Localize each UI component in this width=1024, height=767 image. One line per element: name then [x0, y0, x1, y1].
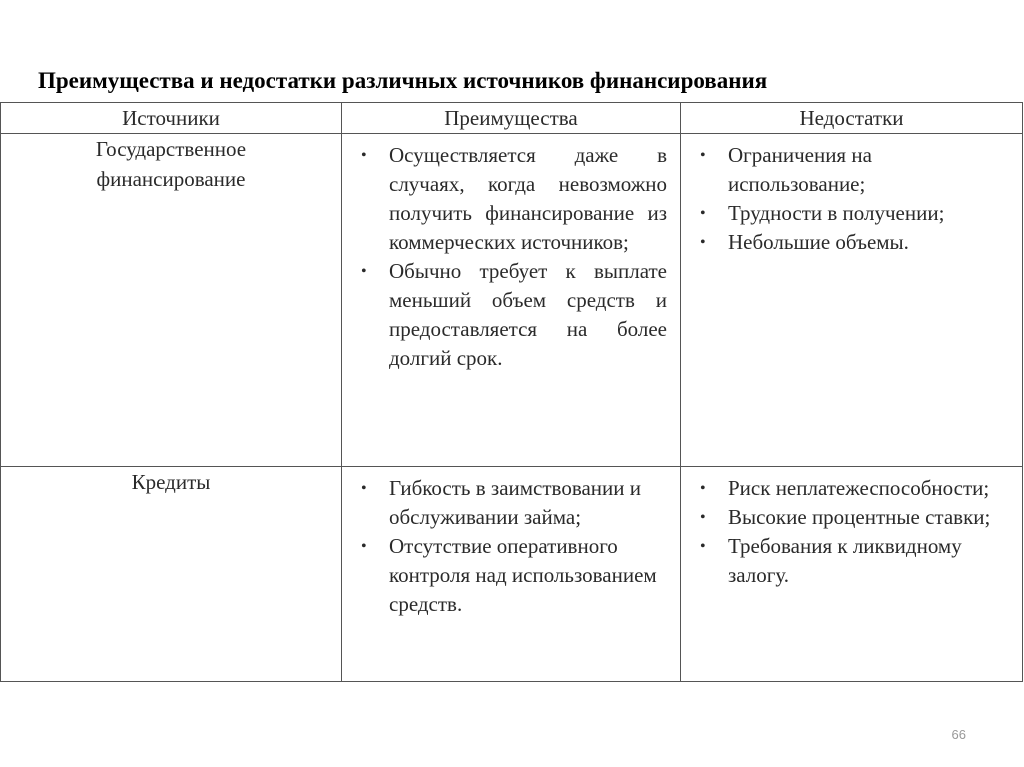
list-item	[698, 199, 1009, 228]
list-item-text: Осуществляется даже в случаях, когда невозможно получить финансирование из коммерческих источников;	[389, 143, 667, 254]
table-row	[1, 467, 1023, 682]
source-cell: Государственное финансирование	[1, 134, 342, 467]
list-item-text: Небольшие объемы.	[728, 230, 909, 254]
list-item	[698, 474, 1009, 503]
disadvantages-list	[682, 468, 1021, 596]
advantages-cell	[342, 134, 681, 467]
list-item-text: Трудности в получении;	[728, 201, 945, 225]
bullet-icon: •	[700, 234, 706, 251]
list-item-text: Риск неплатежеспособности;	[728, 476, 990, 500]
advantages-list	[343, 135, 679, 379]
bullet-icon: •	[700, 147, 706, 164]
header-disadvantages: Недостатки	[681, 103, 1023, 134]
list-item	[698, 228, 1009, 257]
disadvantages-cell	[681, 467, 1023, 682]
header-sources: Источники	[1, 103, 342, 134]
bullet-icon: •	[700, 205, 706, 222]
page-title: Преимущества и недостатки различных источников финансирования	[38, 68, 768, 93]
source-cell: Кредиты	[1, 467, 342, 682]
bullet-icon: •	[361, 480, 367, 497]
table-header-row	[1, 103, 1023, 134]
list-item	[359, 141, 667, 257]
bullet-icon: •	[361, 538, 367, 555]
table-row	[1, 134, 1023, 467]
list-item-text: Обычно требует к выплате меньший объем средств и предоставляется на более долгий срок.	[389, 259, 667, 370]
list-item-text: Гибкость в заимствовании и обслуживании займа;	[389, 476, 641, 529]
advantages-cell	[342, 467, 681, 682]
list-item	[698, 532, 1009, 590]
page-number: 66	[951, 727, 966, 742]
advantages-list	[343, 468, 679, 625]
list-item	[359, 474, 667, 532]
list-item	[698, 503, 1009, 532]
list-item-text: Ограничения на использование;	[728, 143, 872, 196]
bullet-icon: •	[361, 263, 367, 280]
disadvantages-cell	[681, 134, 1023, 467]
sources-table	[0, 102, 1023, 682]
list-item-text: Требования к ликвидному залогу.	[728, 534, 962, 587]
header-advantages: Преимущества	[342, 103, 681, 134]
bullet-icon: •	[361, 147, 367, 164]
bullet-icon: •	[700, 538, 706, 555]
list-item	[698, 141, 1009, 199]
bullet-icon: •	[700, 480, 706, 497]
bullet-icon: •	[700, 509, 706, 526]
list-item-text: Высокие процентные ставки;	[728, 505, 991, 529]
list-item	[359, 257, 667, 373]
disadvantages-list	[682, 135, 1021, 263]
list-item-text: Отсутствие оперативного контроля над использованием средств.	[389, 534, 657, 616]
list-item	[359, 532, 667, 619]
